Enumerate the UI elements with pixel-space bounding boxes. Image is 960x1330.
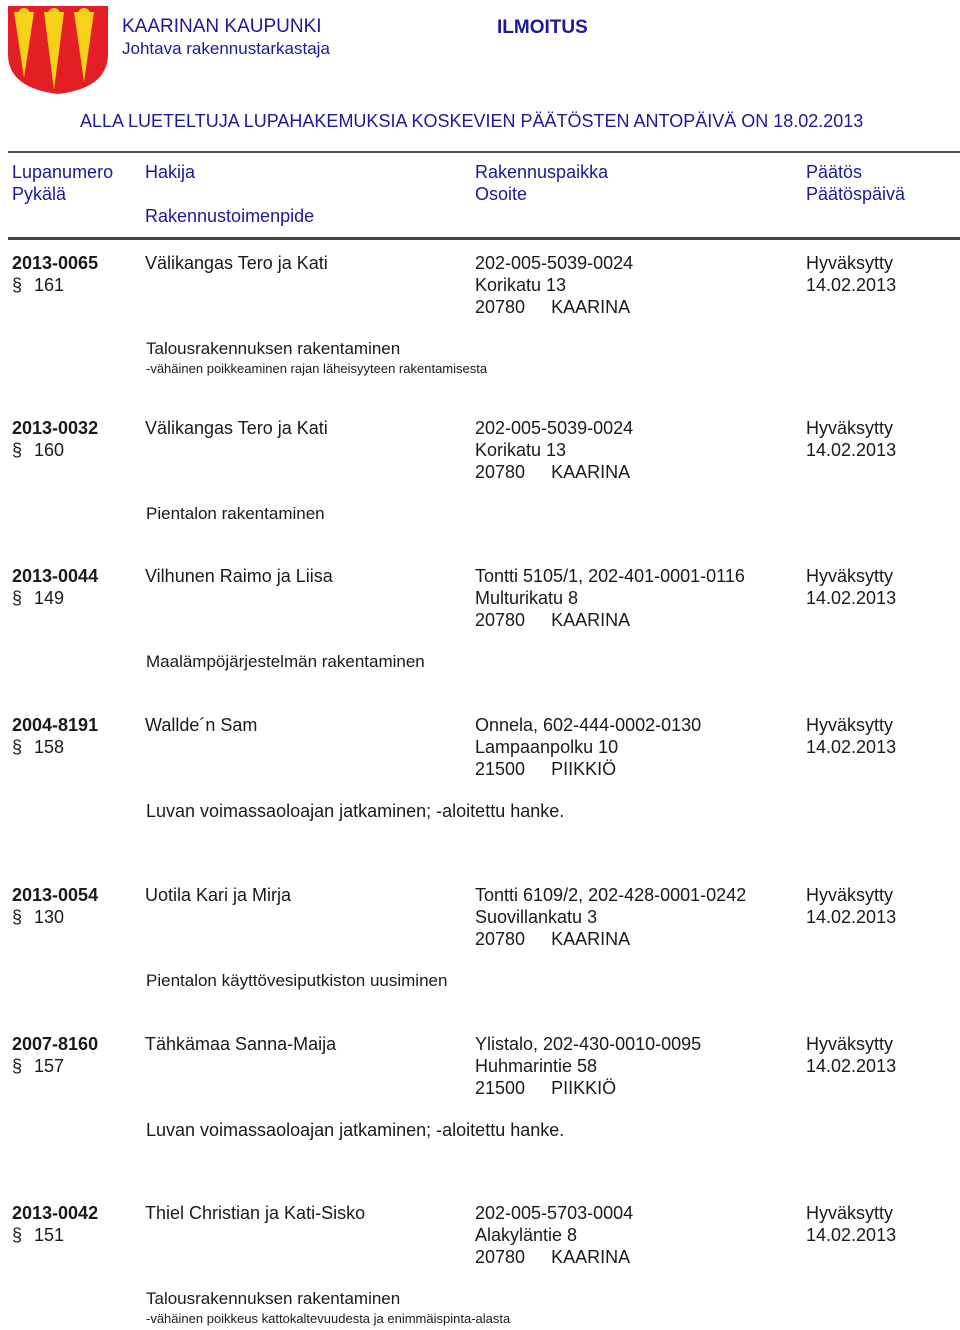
decision: Hyväksytty bbox=[806, 418, 894, 438]
applicant: Välikangas Tero ja Kati bbox=[145, 253, 328, 273]
organization-name: KAARINAN KAUPUNKI bbox=[122, 16, 322, 37]
decision-date: 14.02.2013 bbox=[806, 440, 897, 460]
column-header-hakija: Hakija bbox=[145, 162, 196, 182]
column-header-rakennuspaikka: Rakennuspaikka bbox=[475, 162, 609, 182]
building-site: 202-005-5703-0004 bbox=[475, 1203, 634, 1223]
postal-line bbox=[475, 758, 616, 780]
section-value: 130 bbox=[34, 907, 65, 927]
announcement-intro: ALLA LUETELTUJA LUPAHAKEMUKSIA KOSKEVIEN PÄÄTÖSTEN ANTOPÄIVÄ ON 18.02.2013 bbox=[80, 111, 864, 131]
permit-number: 2013-0044 bbox=[12, 566, 99, 586]
building-operation: Luvan voimassaoloajan jatkaminen; -aloitettu hanke. bbox=[146, 1120, 565, 1140]
decision: Hyväksytty bbox=[806, 885, 894, 905]
section-number bbox=[12, 906, 64, 928]
permit-number: 2007-8160 bbox=[12, 1034, 99, 1054]
section-number bbox=[12, 439, 64, 461]
street-address: Alakyläntie 8 bbox=[475, 1225, 578, 1245]
organization-role: Johtava rakennustarkastaja bbox=[122, 39, 330, 58]
building-operation: Luvan voimassaoloajan jatkaminen; -aloitettu hanke. bbox=[146, 801, 565, 821]
decision-date: 14.02.2013 bbox=[806, 1225, 897, 1245]
postal-code: 21500 bbox=[475, 759, 526, 779]
section-value: 161 bbox=[34, 275, 65, 295]
applicant: Uotila Kari ja Mirja bbox=[145, 885, 292, 905]
additional-info: -vähäinen poikkeaminen rajan läheisyyteen rakentamisesta bbox=[146, 361, 488, 376]
permit-number: 2013-0042 bbox=[12, 1203, 99, 1223]
postal-code: 21500 bbox=[475, 1078, 526, 1098]
decision: Hyväksytty bbox=[806, 253, 894, 273]
postal-line bbox=[475, 609, 630, 631]
column-header-paatos: Päätös bbox=[806, 162, 863, 182]
column-header-osoite: Osoite bbox=[475, 184, 528, 204]
decision-date: 14.02.2013 bbox=[806, 1056, 897, 1076]
section-symbol: § bbox=[12, 1056, 23, 1076]
city: KAARINA bbox=[551, 297, 631, 317]
building-site: Ylistalo, 202-430-0010-0095 bbox=[475, 1034, 702, 1054]
building-site: Tontti 6109/2, 202-428-0001-0242 bbox=[475, 885, 747, 905]
section-value: 149 bbox=[34, 588, 65, 608]
column-header-lupanumero: Lupanumero bbox=[12, 162, 114, 182]
building-site: 202-005-5039-0024 bbox=[475, 418, 634, 438]
decision: Hyväksytty bbox=[806, 1034, 894, 1054]
section-value: 160 bbox=[34, 440, 65, 460]
building-site: Tontti 5105/1, 202-401-0001-0116 bbox=[475, 566, 745, 586]
decision: Hyväksytty bbox=[806, 1203, 894, 1223]
section-symbol: § bbox=[12, 275, 23, 295]
document-type: ILMOITUS bbox=[497, 17, 588, 38]
applicant: Vilhunen Raimo ja Liisa bbox=[145, 566, 333, 586]
decision-date: 14.02.2013 bbox=[806, 588, 897, 608]
applicant: Thiel Christian ja Kati-Sisko bbox=[145, 1203, 366, 1223]
permit-number: 2004-8191 bbox=[12, 715, 99, 735]
section-number bbox=[12, 1224, 64, 1246]
postal-line bbox=[475, 461, 630, 483]
building-site: Onnela, 602-444-0002-0130 bbox=[475, 715, 702, 735]
city: KAARINA bbox=[551, 610, 631, 630]
decision-date: 14.02.2013 bbox=[806, 737, 897, 757]
building-operation: Talousrakennuksen rakentaminen bbox=[146, 1289, 401, 1308]
applicant: Wallde´n Sam bbox=[145, 715, 258, 735]
postal-line bbox=[475, 1077, 616, 1099]
city: PIIKKIÖ bbox=[551, 759, 617, 779]
building-operation: Pientalon käyttövesiputkiston uusiminen bbox=[146, 971, 448, 990]
permit-number: 2013-0065 bbox=[12, 253, 99, 273]
postal-code: 20780 bbox=[475, 462, 526, 482]
city: KAARINA bbox=[551, 929, 631, 949]
section-symbol: § bbox=[12, 440, 23, 460]
street-address: Huhmarintie 58 bbox=[475, 1056, 598, 1076]
postal-code: 20780 bbox=[475, 929, 526, 949]
column-header-pykala: Pykälä bbox=[12, 184, 67, 204]
section-symbol: § bbox=[12, 1225, 23, 1245]
building-operation: Pientalon rakentaminen bbox=[146, 504, 325, 523]
building-site: 202-005-5039-0024 bbox=[475, 253, 634, 273]
postal-line bbox=[475, 1246, 630, 1268]
street-address: Korikatu 13 bbox=[475, 440, 567, 460]
table-header-top-rule bbox=[8, 151, 960, 153]
section-number bbox=[12, 587, 64, 609]
column-header-rakennustoimenpide: Rakennustoimenpide bbox=[145, 206, 315, 226]
section-symbol: § bbox=[12, 907, 23, 927]
postal-line bbox=[475, 928, 630, 950]
section-symbol: § bbox=[12, 737, 23, 757]
city: KAARINA bbox=[551, 1247, 631, 1267]
decision-date: 14.02.2013 bbox=[806, 275, 897, 295]
applicant: Välikangas Tero ja Kati bbox=[145, 418, 328, 438]
section-value: 157 bbox=[34, 1056, 65, 1076]
decision-date: 14.02.2013 bbox=[806, 907, 897, 927]
section-symbol: § bbox=[12, 588, 23, 608]
section-value: 151 bbox=[34, 1225, 65, 1245]
city: KAARINA bbox=[551, 462, 631, 482]
section-number bbox=[12, 1055, 64, 1077]
permit-number: 2013-0032 bbox=[12, 418, 99, 438]
section-value: 158 bbox=[34, 737, 65, 757]
street-address: Korikatu 13 bbox=[475, 275, 567, 295]
applicant: Tähkämaa Sanna-Maija bbox=[145, 1034, 337, 1054]
kaarina-coat-of-arms-logo bbox=[6, 4, 110, 96]
street-address: Multurikatu 8 bbox=[475, 588, 579, 608]
postal-code: 20780 bbox=[475, 297, 526, 317]
street-address: Suovillankatu 3 bbox=[475, 907, 598, 927]
permit-number: 2013-0054 bbox=[12, 885, 99, 905]
building-operation: Talousrakennuksen rakentaminen bbox=[146, 339, 401, 358]
postal-code: 20780 bbox=[475, 610, 526, 630]
section-number bbox=[12, 274, 64, 296]
decision: Hyväksytty bbox=[806, 715, 894, 735]
additional-info: -vähäinen poikkeus kattokaltevuudesta ja enimmäispinta-alasta bbox=[146, 1311, 511, 1326]
building-operation: Maalämpöjärjestelmän rakentaminen bbox=[146, 652, 425, 671]
section-number bbox=[12, 736, 64, 758]
postal-code: 20780 bbox=[475, 1247, 526, 1267]
postal-line bbox=[475, 296, 630, 318]
city: PIIKKIÖ bbox=[551, 1078, 617, 1098]
decision: Hyväksytty bbox=[806, 566, 894, 586]
column-header-paatospaiva: Päätöspäivä bbox=[806, 184, 906, 204]
street-address: Lampaanpolku 10 bbox=[475, 737, 619, 757]
table-header-bottom-rule bbox=[8, 237, 960, 240]
